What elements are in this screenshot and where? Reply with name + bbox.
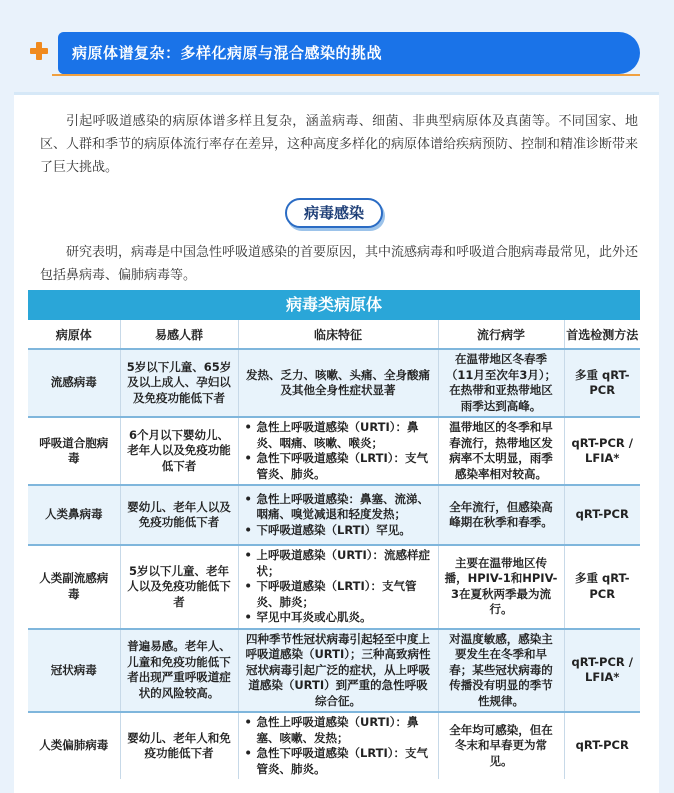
pathogen-table	[28, 320, 640, 779]
test-method-cell: qRT-PCR / LFIA*	[564, 629, 640, 713]
features-list	[245, 420, 432, 482]
feature-item: • 急性下呼吸道感染（LRTI）：支气管炎、肺炎。	[245, 451, 432, 482]
section-header	[24, 32, 640, 76]
pathogen-cell: 人类副流感病毒	[28, 545, 120, 629]
test-method-cell: qRT-PCR	[564, 712, 640, 779]
pathogen-cell: 冠状病毒	[28, 629, 120, 713]
feature-item: • 罕见中耳炎或心肌炎。	[245, 610, 432, 626]
features-cell: 发热、乏力、咳嗽、头痛、全身酸痛及其他全身性症状显著	[238, 349, 438, 417]
feature-item: • 下呼吸道感染（LRTI）：支气管炎、肺炎；	[245, 579, 432, 610]
intro-paragraph: 引起呼吸道感染的病原体谱多样且复杂，涵盖病毒、细菌、非典型病原体及真菌等。不同国家、地区、人群和季节的病原体流行率存在差异，这种高度多样化的病原体谱给疾病预防、控制和精准诊断带来了巨大挑战。	[40, 114, 639, 175]
table-row	[28, 417, 640, 485]
epidemiology-cell: 对温度敏感，感染主要发生在冬季和早春；某些冠状病毒的传播没有明显的季节性规律。	[438, 629, 564, 713]
features-cell	[238, 417, 438, 485]
test-method-cell: qRT-PCR	[564, 485, 640, 545]
epidemiology-cell: 全年均可感染，但在冬末和早春更为常见。	[438, 712, 564, 779]
pathogen-cell: 人类偏肺病毒	[28, 712, 120, 779]
column-header: 首选检测方法	[564, 320, 640, 349]
features-cell	[238, 712, 438, 779]
table-row	[28, 349, 640, 417]
population-cell: 婴幼儿、老年人和免疫功能低下者	[120, 712, 238, 779]
test-method-cell: qRT-PCR / LFIA*	[564, 417, 640, 485]
header-banner	[58, 32, 640, 74]
table-row	[28, 712, 640, 779]
feature-item: • 急性下呼吸道感染（LRTI）：支气管炎、肺炎。	[245, 746, 432, 777]
column-header: 流行病学	[438, 320, 564, 349]
features-cell	[238, 545, 438, 629]
plus-icon	[30, 42, 48, 60]
features-list	[245, 715, 432, 777]
population-cell: 婴幼儿、老年人以及免疫功能低下者	[120, 485, 238, 545]
feature-item: • 急性上呼吸道感染：鼻塞、流涕、咽痛、嗅觉减退和轻度发热；	[245, 492, 432, 523]
column-header: 病原体	[28, 320, 120, 349]
column-header: 易感人群	[120, 320, 238, 349]
pathogen-cell: 流感病毒	[28, 349, 120, 417]
population-cell: 6个月以下婴幼儿、老年人以及免疫功能低下者	[120, 417, 238, 485]
virus-table	[28, 290, 640, 784]
table-row	[28, 485, 640, 545]
feature-item: • 上呼吸道感染（URTI）：流感样症状；	[245, 548, 432, 579]
section-paragraph: 研究表明，病毒是中国急性呼吸道感染的首要原因，其中流感病毒和呼吸道合胞病毒最常见，此外还包括鼻病毒、偏肺病毒等。	[40, 245, 639, 283]
features-list	[245, 548, 432, 626]
features-list	[245, 492, 432, 539]
population-cell: 5岁以下儿童、65岁及以上成人、孕妇以及免疫功能低下者	[120, 349, 238, 417]
epidemiology-cell: 温带地区的冬季和早春流行，热带地区发病率不太明显，雨季感染率相对较高。	[438, 417, 564, 485]
feature-item: • 急性上呼吸道感染（URTI）：鼻塞、咳嗽、发热；	[245, 715, 432, 746]
pathogen-cell: 人类鼻病毒	[28, 485, 120, 545]
table-title: 病毒类病原体	[28, 290, 640, 320]
column-header: 临床特征	[238, 320, 438, 349]
features-cell: 四种季节性冠状病毒引起轻至中度上呼吸道感染（URTI）；三种高致病性冠状病毒引起广泛的症状，从上呼吸道感染（URTI）到严重的急性呼吸综合征。	[238, 629, 438, 713]
pathogen-cell: 呼吸道合胞病毒	[28, 417, 120, 485]
table-header-row	[28, 320, 640, 349]
section-label: 病毒感染	[285, 198, 383, 228]
test-method-cell: 多重 qRT-PCR	[564, 349, 640, 417]
population-cell: 普遍易感。老年人、儿童和免疫功能低下者出现严重呼吸道症状的风险较高。	[120, 629, 238, 713]
epidemiology-cell: 主要在温带地区传播，HPIV-1和HPIV-3在夏秋两季最为流行。	[438, 545, 564, 629]
feature-item: • 急性上呼吸道感染（URTI）：鼻炎、咽痛、咳嗽、喉炎；	[245, 420, 432, 451]
feature-item: • 下呼吸道感染（LRTI）罕见。	[245, 523, 432, 539]
test-method-cell: 多重 qRT-PCR	[564, 545, 640, 629]
epidemiology-cell: 全年流行，但感染高峰期在秋季和春季。	[438, 485, 564, 545]
epidemiology-cell: 在温带地区冬春季（11月至次年3月）；在热带和亚热带地区雨季达到高峰。	[438, 349, 564, 417]
population-cell: 5岁以下儿童、老年人以及免疫功能低下者	[120, 545, 238, 629]
features-cell	[238, 485, 438, 545]
table-row	[28, 629, 640, 713]
header-underline	[52, 74, 640, 76]
table-row	[28, 545, 640, 629]
page-title: 病原体谱复杂：多样化病原与混合感染的挑战	[72, 44, 383, 62]
